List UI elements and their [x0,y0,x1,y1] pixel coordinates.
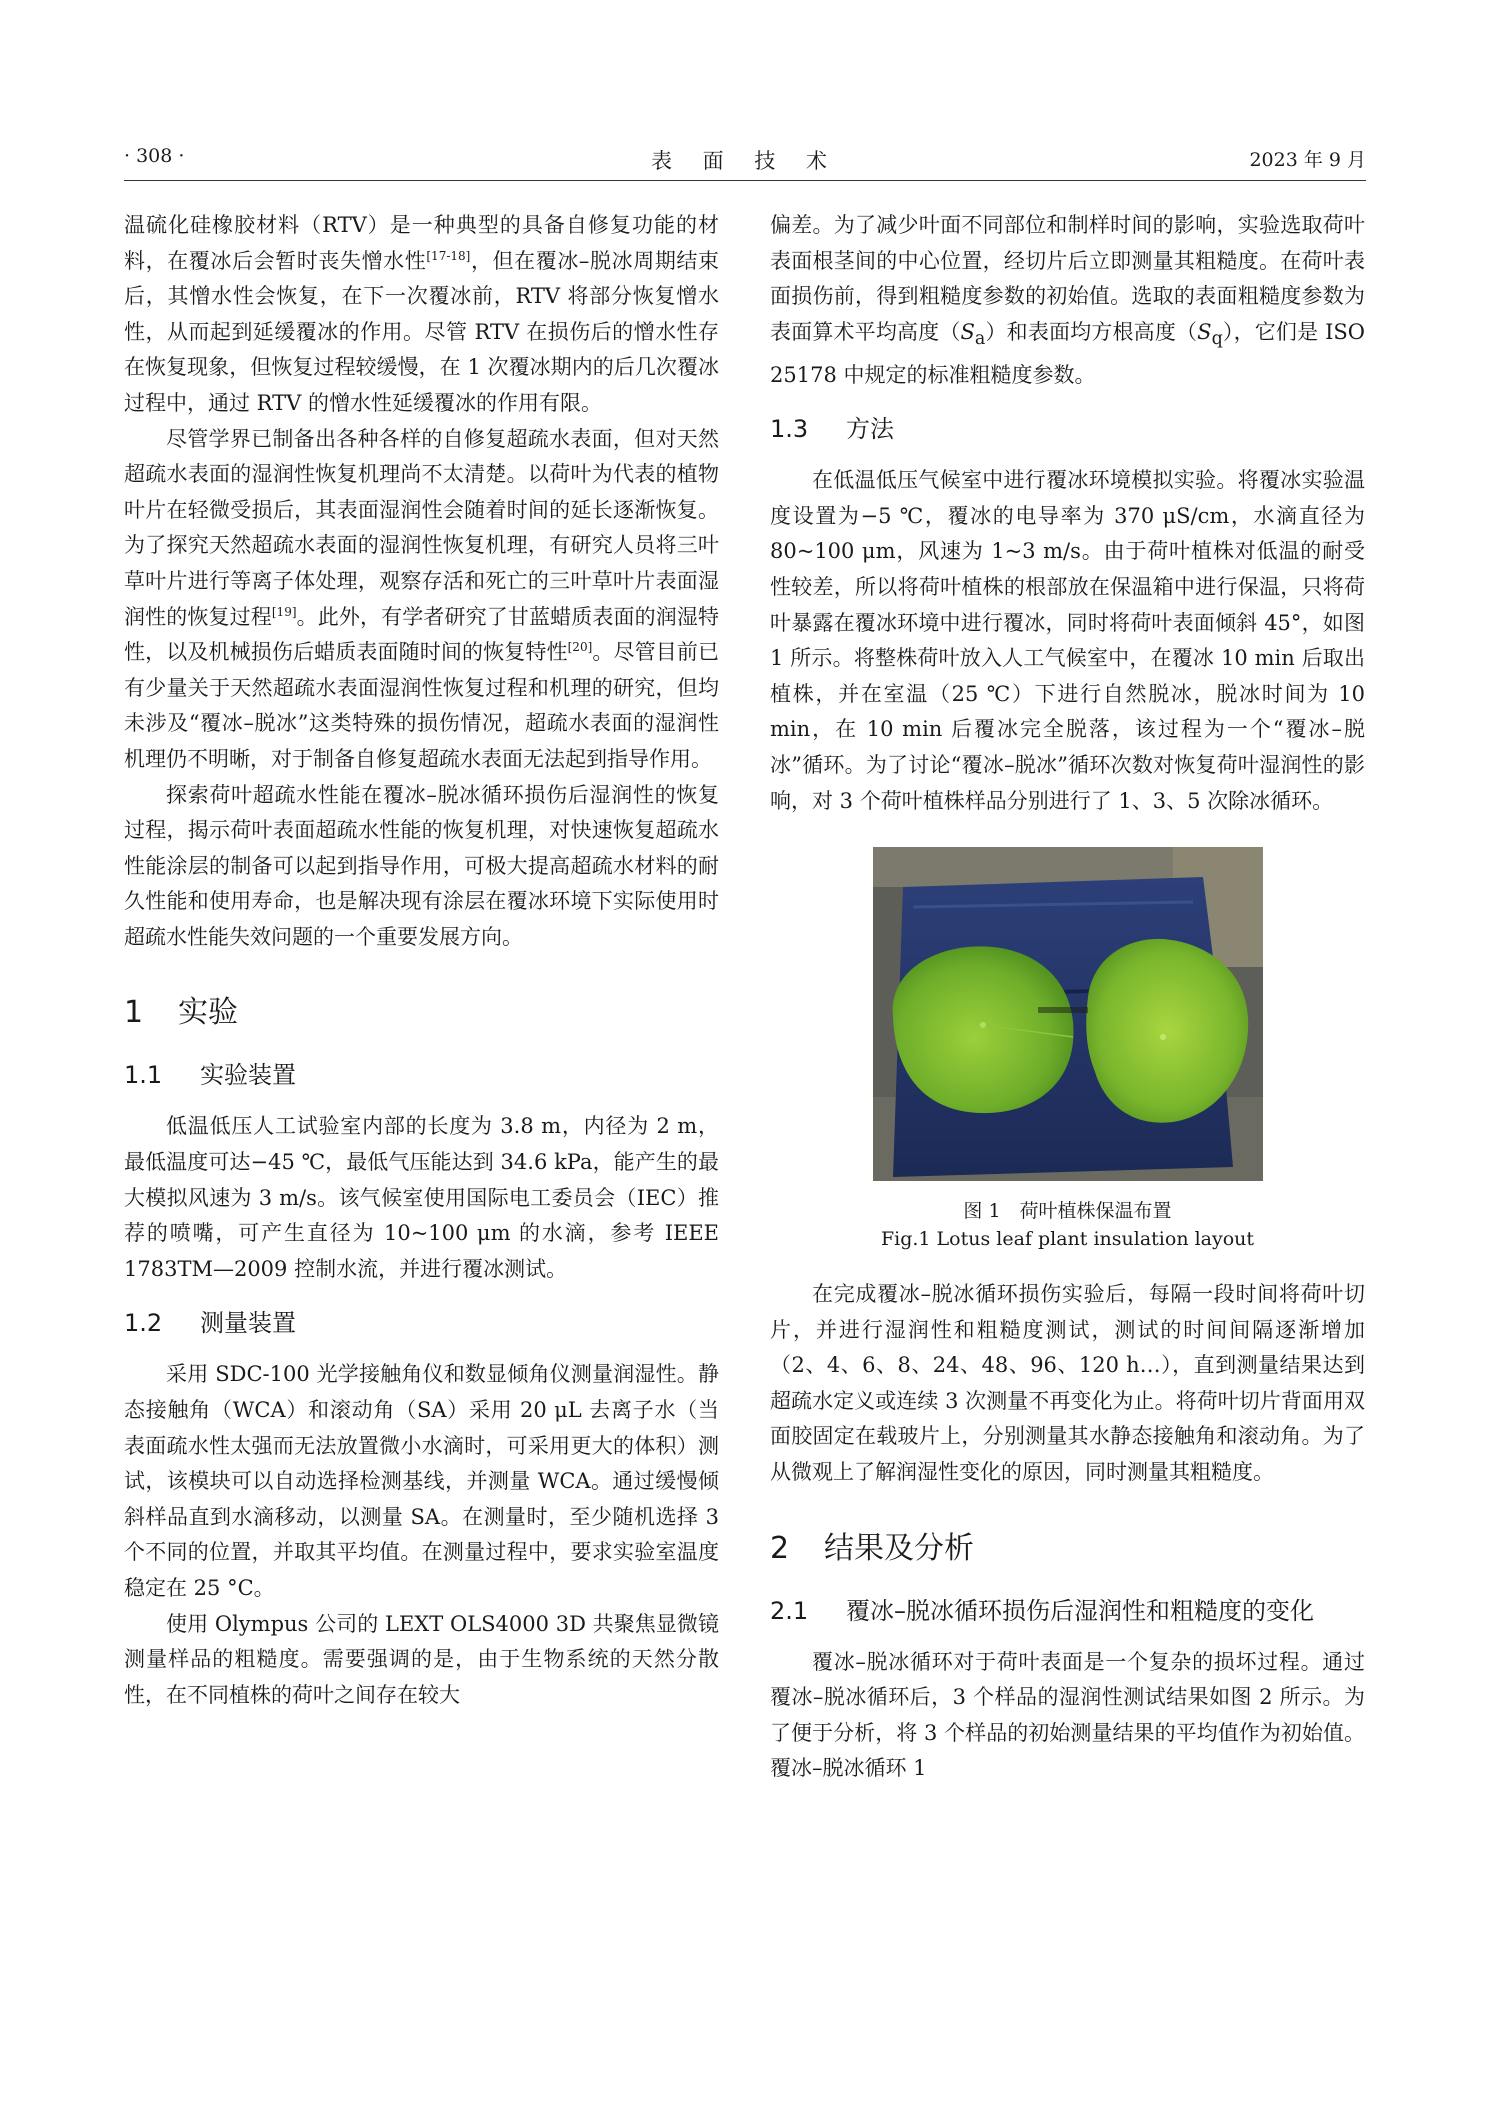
paragraph-roughness-cont: 偏差。为了减少叶面不同部位和制样时间的影响，实验选取荷叶表面根茎间的中心位置，经切片后立即测量其粗糙度。在荷叶表面损伤前，得到粗糙度参数的初始值。选取的表面粗糙度参数为表面算术平均高度$(S_a)$和表面均方根高度$(S_q)$，它们是 ISO 25178 中规定的标准粗糙度参数。 [770,213,1366,387]
paragraph-results: 覆冰–脱冰循环对于荷叶表面是一个复杂的损坏过程。通过覆冰–脱冰循环后，3 个样品的湿润性测试结果如图 2 所示。为了便于分析，将 3 个样品的初始测量结果的平均值作为初始值。覆冰–脱冰循环 1 [770,1649,1365,1781]
section-heading: 1 实验 [124,995,238,1031]
subsection-heading: 2.1 覆冰–脱冰循环损伤后湿润性和粗糙度的变化 [770,1596,1314,1625]
paragraph-significance: 探索荷叶超疏水性能在覆冰–脱冰循环损伤后湿润性的恢复过程，揭示荷叶表面超疏水性能的恢复机理，对快速恢复超疏水性能涂层的制备可以起到指导作用，可极大提高超疏水材料的耐久性能和使用寿命，也是解决现有涂层在覆冰环境下实际使用时超疏水性能失效问题的一个重要发展方向。 [124,782,719,949]
header-rule [124,180,1366,181]
paragraph-natural-surfaces: 尽管学界已制备出各种各样的自修复超疏水表面，但对天然超疏水表面的湿润性恢复机理尚不太清楚。以荷叶为代表的植物叶片在轻微受损后，其表面湿润性会随着时间的延长逐渐恢复。为了探究天然超疏水表面的湿润性恢复机理，有研究人员将三叶草叶片进行等离子体处理，观察存活和死亡的三叶草叶片表面湿润性的恢复过程[19]。此外，有学者研究了甘蓝蜡质表面的润湿特性，以及机械损伤后蜡质表面随时间的恢复特性[20]。尽管目前已有少量关于天然超疏水表面湿润性恢复过程和机理的研究，但均未涉及“覆冰–脱冰”这类特殊的损伤情况，超疏水表面的湿润性机理仍不明晰，对于制备自修复超疏水表面无法起到指导作用。 [124,426,720,771]
citation[interactable]: [19] [271,604,297,619]
paragraph-roughness: 使用 Olympus 公司的 LEXT OLS4000 3D 共聚焦显微镜测量样品的粗糙度。需要强调的是，由于生物系统的天然分散性，在不同植株的荷叶之间存在较大 [124,1611,719,1707]
page-number: · 308 · [124,145,185,167]
lotus-leaf-photo [873,847,1263,1181]
paragraph-testing-interval: 在完成覆冰–脱冰循环损伤实验后，每隔一段时间将荷叶切片，并进行湿润性和粗糙度测试，测试的时间间隔逐渐增加（2、4、6、8、24、48、96、120 h…），直到测量结果达到超疏水定义或连续 3 次测量不再变化为止。将荷叶切片背面用双面胶固定在载玻片上，分别测量其水静态接触角和滚动角。为了从微观上了解润湿性变化的原因，同时测量其粗糙度。 [770,1282,1365,1485]
citation[interactable]: [20] [567,640,593,655]
paragraph-method: 在低温低压气候室中进行覆冰环境模拟实验。将覆冰实验温度设置为−5 ℃，覆冰的电导率为 370 μS/cm，水滴直径为 80~100 μm，风速为 1~3 m/s。由于荷叶植株对低温的耐受性较差，所以将荷叶植株的根部放在保温箱中进行保温，只将荷叶暴露在覆冰环境中进行覆冰，同时将荷叶表面倾斜 45°，如图 1 所示。将整株荷叶放入人工气候室中，在覆冰 10 min 后取出植株，并在室温（25 ℃）下进行自然脱冰，脱冰时间为 10 min，在 10 min 后覆冰完全脱落，该过程为一个“覆冰–脱冰”循环。为了讨论“覆冰–脱冰”循环次数对恢复荷叶湿润性的影响，对 3 个荷叶植株样品分别进行了 1、3、5 次除冰循环。 [770,468,1365,813]
subsection-heading: 1.3 方法 [770,415,894,444]
paragraph-apparatus: 低温低压人工试验室内部的长度为 3.8 m，内径为 2 m，最低温度可达−45 ℃，最低气压能达到 34.6 kPa，能产生的最大模拟风速为 3 m/s。该气候室使用国际电工委员会（IEC）推荐的喷嘴，可产生直径为 10~100 μm 的水滴，参考 IEEE 1783TM—2009 控制水流，并进行覆冰测试。 [124,1114,719,1281]
figure-1 [770,847,1365,1253]
citation[interactable]: [17-18] [426,248,471,263]
paragraph-rtv: 温硫化硅橡胶材料（RTV）是一种典型的具备自修复功能的材料，在覆冰后会暂时丧失憎水性[17-18]，但在覆冰–脱冰周期结束后，其憎水性会恢复，在下一次覆冰前，RTV 将部分恢复憎水性，从而起到延缓覆冰的作用。尽管 RTV 在损伤后的憎水性存在恢复现象，但恢复过程较缓慢，在 1 次覆冰期内的后几次覆冰过程中，通过 RTV 的憎水性延缓覆冰的作用有限。 [124,213,720,415]
right-column [770,208,1365,1787]
issue-date: 2023 年 9 月 [1249,149,1366,171]
section-heading: 2 结果及分析 [770,1530,974,1566]
running-header [124,145,1366,175]
subsection-heading: 1.2 测量装置 [124,1309,296,1338]
left-column [124,208,719,1713]
paragraph-measurement: 采用 SDC-100 光学接触角仪和数显倾角仪测量润湿性。静态接触角（WCA）和滚动角（SA）采用 20 μL 去离子水（当表面疏水性太强而无法放置微小水滴时，可采用更大的体积）测试，该模块可以自动选择检测基线，并测量 WCA。通过缓慢倾斜样品直到水滴移动，以测量 SA。在测量时，至少随机选择 3 个不同的位置，并取其平均值。在测量过程中，要求实验室温度稳定在 25 °C。 [124,1362,719,1600]
subsection-heading: 1.1 实验装置 [124,1061,296,1090]
journal-title: 表 面 技 术 [650,149,840,173]
figure-caption-cn: 图 1 荷叶植株保温布置 [963,1200,1172,1223]
figure-caption-en: Fig.1 Lotus leaf plant insulation layout [880,1228,1255,1251]
